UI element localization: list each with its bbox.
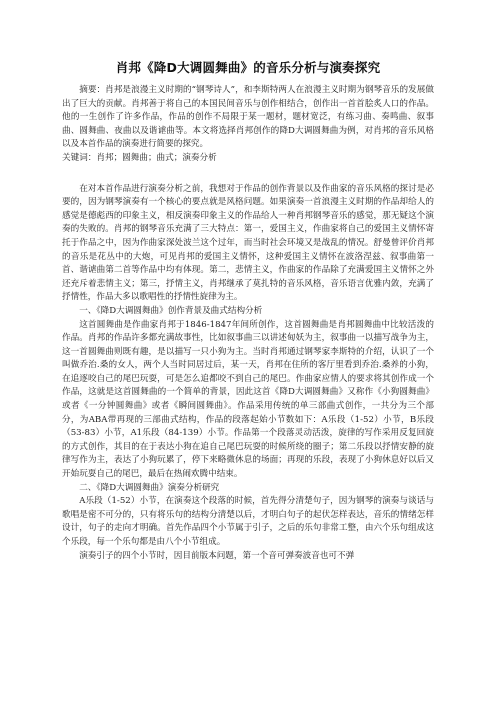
abstract: 摘要：肖邦是浪漫主义时期的“钢琴诗人”，和李斯特两人在浪漫主义时期为钢琴音乐的发展做出了巨大的贡献。肖邦善于将自己的本国民间音乐与创作相结合，创作出一首首脍炙人口的作品。他的一生创作了许多作品，作品的创作不局限于某一题材，题材宽泛，有练习曲、奏鸣曲、叙事曲、圆舞曲、夜曲以及谐谑曲等。本文将选择肖邦创作的降D大调圆舞曲为例，对肖邦的音乐风格以及本首作品的演奏进行简要的探究。 <box>62 85 434 150</box>
section-heading: 一、《降D大调圆舞曲》创作背景及曲式结构分析 <box>79 305 263 316</box>
body-paragraph: 演奏引子的四个小节时，因目前版本问题，第一个音可弹奏波音也可不弹 <box>79 550 355 561</box>
document-title: 肖邦《降D大调圆舞曲》的音乐分析与演奏探究 <box>115 60 381 75</box>
keywords: 关键词：肖邦；圆舞曲；曲式；演奏分析 <box>62 152 217 163</box>
document-page <box>62 58 434 563</box>
section-heading: 二、《降D大调圆舞曲》演奏分析研究 <box>79 482 220 493</box>
body-paragraph: 这首圆舞曲是作曲家肖邦于1846-1847年间所创作，这首圆舞曲是肖邦圆舞曲中比较活泼的作品。肖邦的作品许多都充满故事性，比如叙事曲三以讲述甸妖为主，叙事曲一以描写战争为主，这一首圆舞曲则既有趣，是以描写一只小狗为主。当时肖邦通过钢琴家李斯特的介绍，认识了一个叫做乔治.桑的女人，两个人当时同居过后，某一天，肖邦在住所的客厅里看到乔治.桑养的小狗，在追逐咬自己的尾巴玩耍，可是怎么追都咬不到自己的尾巴。作曲家应情人的要求将其创作成一个作品，这就是这首圆舞曲的一个简单的背景，因此这首《降D大调圆舞曲》又称作《小狗圆舞曲》或者《一分钟圆舞曲》或者《瞬间圆舞曲》。作品采用传统的单三部曲式创作，一共分为三个部分，为ABA带再现的三部曲式结构，作品的段落起始小节数如下：A乐段（1-52）小节，B乐段（53-83）小节，A1乐段（84-139）小节。作品第一个段落灵动活泼，旋律的写作采用反复回旋的方式创作，其目的在于表达小狗在追自己尾巴玩耍的时候所绕的圈子；第二乐段以抒情安静的旋律写作为主，表达了小狗玩累了，停下来略微休息的场面；再现的乐段，表现了小狗休息好以后又开始玩耍自己的尾巴，最后在热闹欢腾中结束。 <box>62 319 434 480</box>
body-paragraph: A乐段（1-52）小节，在演奏这个段落的时候，首先得分清楚句子，因为钢琴的演奏与谈话与歌唱是密不可分的，只有将乐句的结构分清楚以后，才明白句子的起伏怎样表达，音乐的情绪怎样设计，句子的走向才明确。首先作品四个小节属于引子，之后的乐句非常工整，由六个乐句组成这个乐段，每一个乐句都是由八个小节组成。 <box>62 496 434 547</box>
body-paragraph: 在对本首作品进行演奏分析之前，我想对于作品的创作背景以及作曲家的音乐风格的探讨是必要的，因为钢琴演奏有一个核心的要点就是风格问题。如果演奏一首浪漫主义时期的作品却给人的感觉是德彪西的印象主义，相反演奏印象主义的作品给人一种肖邦钢琴音乐的感觉，那无疑这个演奏的失败的。肖邦的钢琴音乐充满了三大特点：第一，爱国主义，作曲家将自己的爱国主义情怀寄托于作品之中，因为作曲家深处波兰这个过年，而当时社会环境又是战乱的情况。舒曼曾评价肖邦的音乐是花丛中的大炮，可见肖邦的爱国主义情怀，这种爱国主义情怀在波洛涅兹、叙事曲第一首、谐谑曲第二首等作品中均有体现。第二，悲情主义，作曲家的作品除了充满爱国主义情怀之外还充斥着悲情主义；第三，抒情主义，肖邦继承了莫扎特的音乐风格，音乐语言优雅内敛，充满了抒情性，作品大多以歌唱性的抒情性旋律为主。 <box>62 183 434 303</box>
